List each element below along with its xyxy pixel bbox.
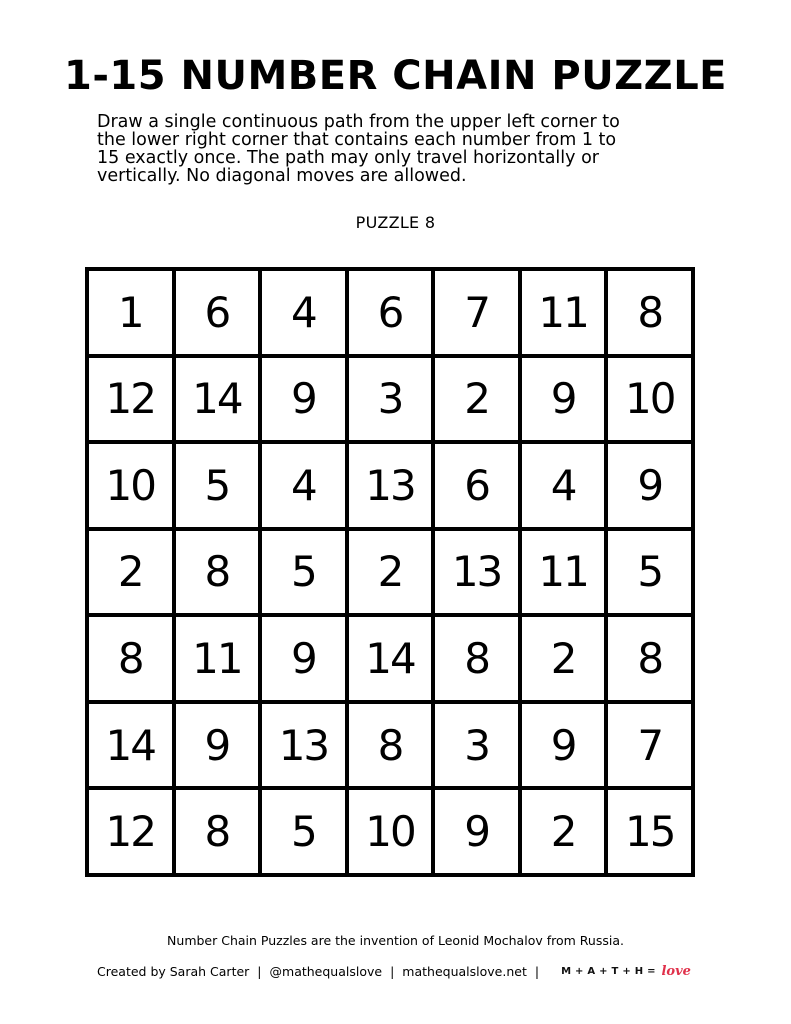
grid-cell[interactable]: 10	[349, 790, 436, 877]
grid-cell[interactable]: 6	[435, 444, 522, 531]
grid-cell[interactable]: 8	[435, 617, 522, 704]
instructions-text: Draw a single continuous path from the upper left corner to the lower right corner that contains each number from 1 to 15 exactly once. The path may only travel horizontally or vertically. No diagonal moves are allowed.	[97, 112, 620, 186]
grid-cell[interactable]: 2	[89, 531, 176, 618]
grid-cell[interactable]: 4	[262, 444, 349, 531]
grid-cell[interactable]: 11	[176, 617, 263, 704]
grid-cell[interactable]: 9	[522, 704, 609, 791]
grid-cell[interactable]: 1	[89, 271, 176, 358]
footer-separator: |	[390, 963, 395, 979]
footer-website: mathequalslove.net	[402, 963, 527, 979]
grid-cell[interactable]: 9	[435, 790, 522, 877]
grid-cell[interactable]: 3	[435, 704, 522, 791]
grid-cell[interactable]: 14	[89, 704, 176, 791]
grid-cell[interactable]: 4	[262, 271, 349, 358]
grid-cell[interactable]: 13	[262, 704, 349, 791]
page-title: 1-15 NUMBER CHAIN PUZZLE	[63, 53, 727, 99]
grid-cell[interactable]: 2	[522, 617, 609, 704]
grid-cell[interactable]: 14	[349, 617, 436, 704]
grid-cell[interactable]: 12	[89, 358, 176, 445]
grid-cell[interactable]: 5	[176, 444, 263, 531]
grid-cell[interactable]: 4	[522, 444, 609, 531]
grid-cell[interactable]: 11	[522, 271, 609, 358]
grid-cell[interactable]: 2	[522, 790, 609, 877]
grid-cell[interactable]: 5	[262, 790, 349, 877]
footer-separator: |	[534, 963, 540, 979]
grid-cell[interactable]: 7	[608, 704, 695, 791]
grid-cell[interactable]: 6	[176, 271, 263, 358]
footer-handle: @mathequalslove	[269, 963, 383, 979]
grid-cell[interactable]: 15	[608, 790, 695, 877]
grid-cell[interactable]: 2	[349, 531, 436, 618]
grid-cell[interactable]: 12	[89, 790, 176, 877]
puzzle-label: PUZZLE 8	[355, 213, 436, 232]
footer-author: Created by Sarah Carter	[97, 963, 250, 979]
grid-cell[interactable]: 8	[349, 704, 436, 791]
grid-cell[interactable]: 13	[349, 444, 436, 531]
grid-cell[interactable]: 5	[608, 531, 695, 618]
grid-cell[interactable]: 9	[522, 358, 609, 445]
logo-love: love	[661, 963, 691, 979]
grid-cell[interactable]: 14	[176, 358, 263, 445]
grid-cell[interactable]: 8	[176, 531, 263, 618]
grid-cell[interactable]: 10	[608, 358, 695, 445]
footer-separator: |	[257, 963, 262, 979]
grid-cell[interactable]: 9	[262, 617, 349, 704]
grid-cell[interactable]: 9	[176, 704, 263, 791]
logo-text: M+A+T+H=	[561, 965, 660, 977]
grid-cell[interactable]: 3	[349, 358, 436, 445]
grid-cell[interactable]: 9	[608, 444, 695, 531]
credit-note: Number Chain Puzzles are the invention of Leonid Mochalov from Russia.	[167, 933, 624, 948]
grid-cell[interactable]: 11	[522, 531, 609, 618]
grid-cell[interactable]: 10	[89, 444, 176, 531]
grid-cell[interactable]: 8	[89, 617, 176, 704]
footer	[97, 961, 691, 981]
grid-cell[interactable]: 2	[435, 358, 522, 445]
grid-cell[interactable]: 7	[435, 271, 522, 358]
grid-cell[interactable]: 13	[435, 531, 522, 618]
grid-cell[interactable]: 8	[176, 790, 263, 877]
grid-cell[interactable]: 8	[608, 271, 695, 358]
math-equals-love-logo	[561, 964, 691, 979]
grid-cell[interactable]: 6	[349, 271, 436, 358]
grid-cell[interactable]: 8	[608, 617, 695, 704]
grid-cell[interactable]: 5	[262, 531, 349, 618]
puzzle-grid	[85, 267, 695, 877]
grid-cell[interactable]: 9	[262, 358, 349, 445]
